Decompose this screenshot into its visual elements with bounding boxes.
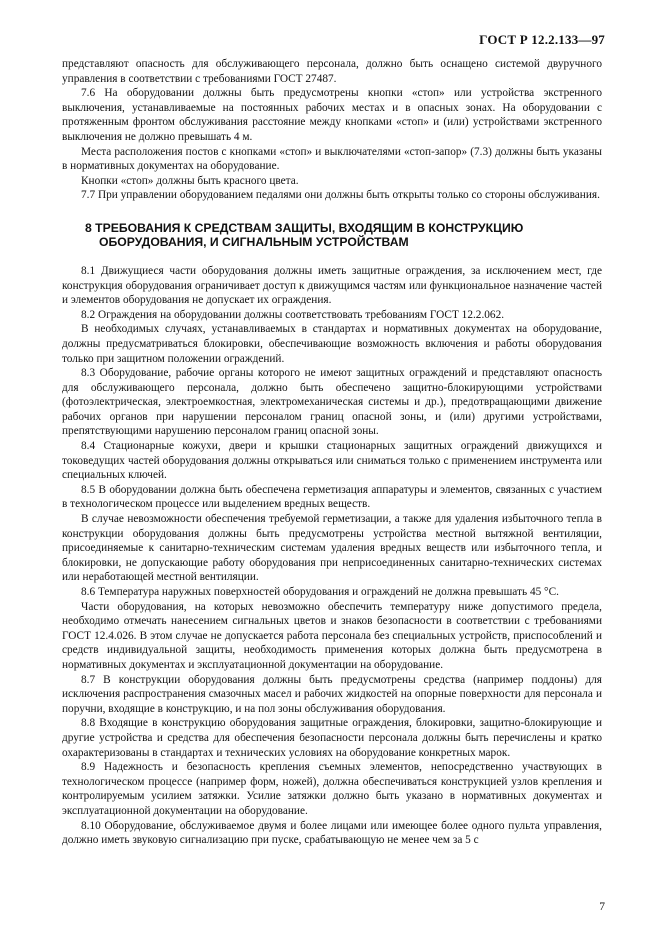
paragraph: Части оборудования, на которых невозможно обеспечить температуру ниже допустимого предела, необходимо отмечать нанесением сигнальных цветов и знаков безопасности в соответствии с требованиями ГОСТ 12.4.026. В этом случае не допускается работа персонала без специальных устройств, приспособлений и средств индивидуальной защиты, необходимость применения которых должна быть предусмотрена в нормативных документах и эксплуатационной документации на оборудование. (62, 600, 602, 671)
paragraph-7-7: 7.7 При управлении оборудованием педалями они должны быть открыты только со стороны обслуживания. (81, 189, 600, 202)
document-body (62, 57, 602, 848)
paragraph-8-1: 8.1 Движущиеся части оборудования должны иметь защитные ограждения, за исключением мест, где конструкция оборудования ограничивает доступ к движущимся частям или функциональное назначение частей и элементов оборудования не допускает их ограждения. (62, 264, 602, 307)
paragraph-8-7: 8.7 В конструкции оборудования должны быть предусмотрены средства (например поддоны) для исключения распространения смазочных масел и рабочих жидкостей на опорные поверхности для персонала и поручни, входящие в конструкцию, и на пол зоны обслуживания оборудования. (62, 673, 602, 715)
section-heading (85, 221, 602, 250)
paragraph-8-6: 8.6 Температура наружных поверхностей оборудования и ограждений не должна превышать 45 °С. (81, 586, 559, 598)
page-number: 7 (599, 901, 605, 913)
document-header-title: ГОСТ Р 12.2.133—97 (479, 32, 605, 47)
paragraph: В необходимых случаях, устанавливаемых в стандартах и нормативных документах на оборудование, должны предусматриваться блокировки, обеспечивающие возможность включения и работы оборудования только при защитном положении ограждений. (62, 323, 602, 365)
paragraph-7-6: 7.6 На оборудовании должны быть предусмотрены кнопки «стоп» или устройства экстренного выключения, устанавливаемые на постоянных рабочих местах и в опасных зонах. На оборудовании с протяженным фронтом обслуживания расстояние между кнопками «стоп» и (или) устройствами экстренного выключения не должно превышать 4 м. (62, 87, 602, 143)
paragraph-8-3: 8.3 Оборудование, рабочие органы которого не имеют защитных ограждений и представляют опасность для обслуживающего персонала, должно быть обеспечено защитно-блокирующими устройствами (фотоэлектрическая, электроемкостная, электромеханическая системы и др.), предотвращающими движение рабочих органов при нарушении персоналом границ опасной зоны, и (или) другими устройствами, препятствующими нарушению персоналом границ опасной зоны. (62, 367, 602, 438)
paragraph-8-5: 8.5 В оборудовании должна быть обеспечена герметизация аппаратуры и элементов, связанных с участием в технологическом процессе или выделением вредных веществ. (62, 483, 602, 511)
paragraph-8-8: 8.8 Входящие в конструкцию оборудования защитные ограждения, блокировки, защитно-блокирующие и другие устройства и средства для обеспечения безопасности персонала должны быть перечислены и кратко охарактеризованы в стандартах и технических условиях на оборудование конкретных марок. (62, 717, 602, 759)
paragraph-8-4: 8.4 Стационарные кожухи, двери и крышки стационарных защитных ограждений движущихся и токоведущих частей оборудования должны открываться или сниматься только с применением инструмента или специальных ключей. (62, 440, 602, 482)
paragraph: В случае невозможности обеспечения требуемой герметизации, а также для удаления избыточного тепла в конструкции оборудования должны быть предусмотрены устройства местной вытяжной вентиляции, присоединяемые к санитарно-техническим системам удаления вредных веществ или избыточного тепла, и блокировки, не допускающие работу оборудования при неприсоединенных санитарно-технических системах или неработающей местной вентиляции. (62, 513, 602, 584)
paragraph-8-10: 8.10 Оборудование, обслуживаемое двумя и более лицами или имеющее более одного пульта управления, должно иметь звуковую сигнализацию при пуске, срабатывающую не менее чем за 5 с (62, 819, 602, 847)
section-heading-line-2: ОБОРУДОВАНИЯ, И СИГНАЛЬНЫМ УСТРОЙСТВАМ (99, 235, 409, 250)
paragraph-continuation: представляют опасность для обслуживающего персонала, должно быть оснащено системой двуручного управления в соответствии с требованиями ГОСТ 27487. (62, 58, 602, 85)
paragraph-8-9: 8.9 Надежность и безопасность крепления съемных элементов, непосредственно участвующих в технологическом процессе (например форм, ножей), должна обеспечиваться конструкцией узлов крепления и контролируемым усилием затяжки. Усилие затяжки должно быть указано в нормативных документах и эксплуатационной документации на оборудование. (62, 761, 602, 817)
paragraph: Места расположения постов с кнопками «стоп» и выключателями «стоп-запор» (7.3) должны быть указаны в нормативных документах на оборудование. (62, 145, 602, 173)
section-heading-line-1: 8 ТРЕБОВАНИЯ К СРЕДСТВАМ ЗАЩИТЫ, ВХОДЯЩИМ В КОНСТРУКЦИЮ (85, 220, 524, 235)
paragraph: Кнопки «стоп» должны быть красного цвета. (81, 174, 299, 187)
paragraph-8-2: 8.2 Ограждения на оборудовании должны соответствовать требованиям ГОСТ 12.2.062. (81, 308, 505, 321)
